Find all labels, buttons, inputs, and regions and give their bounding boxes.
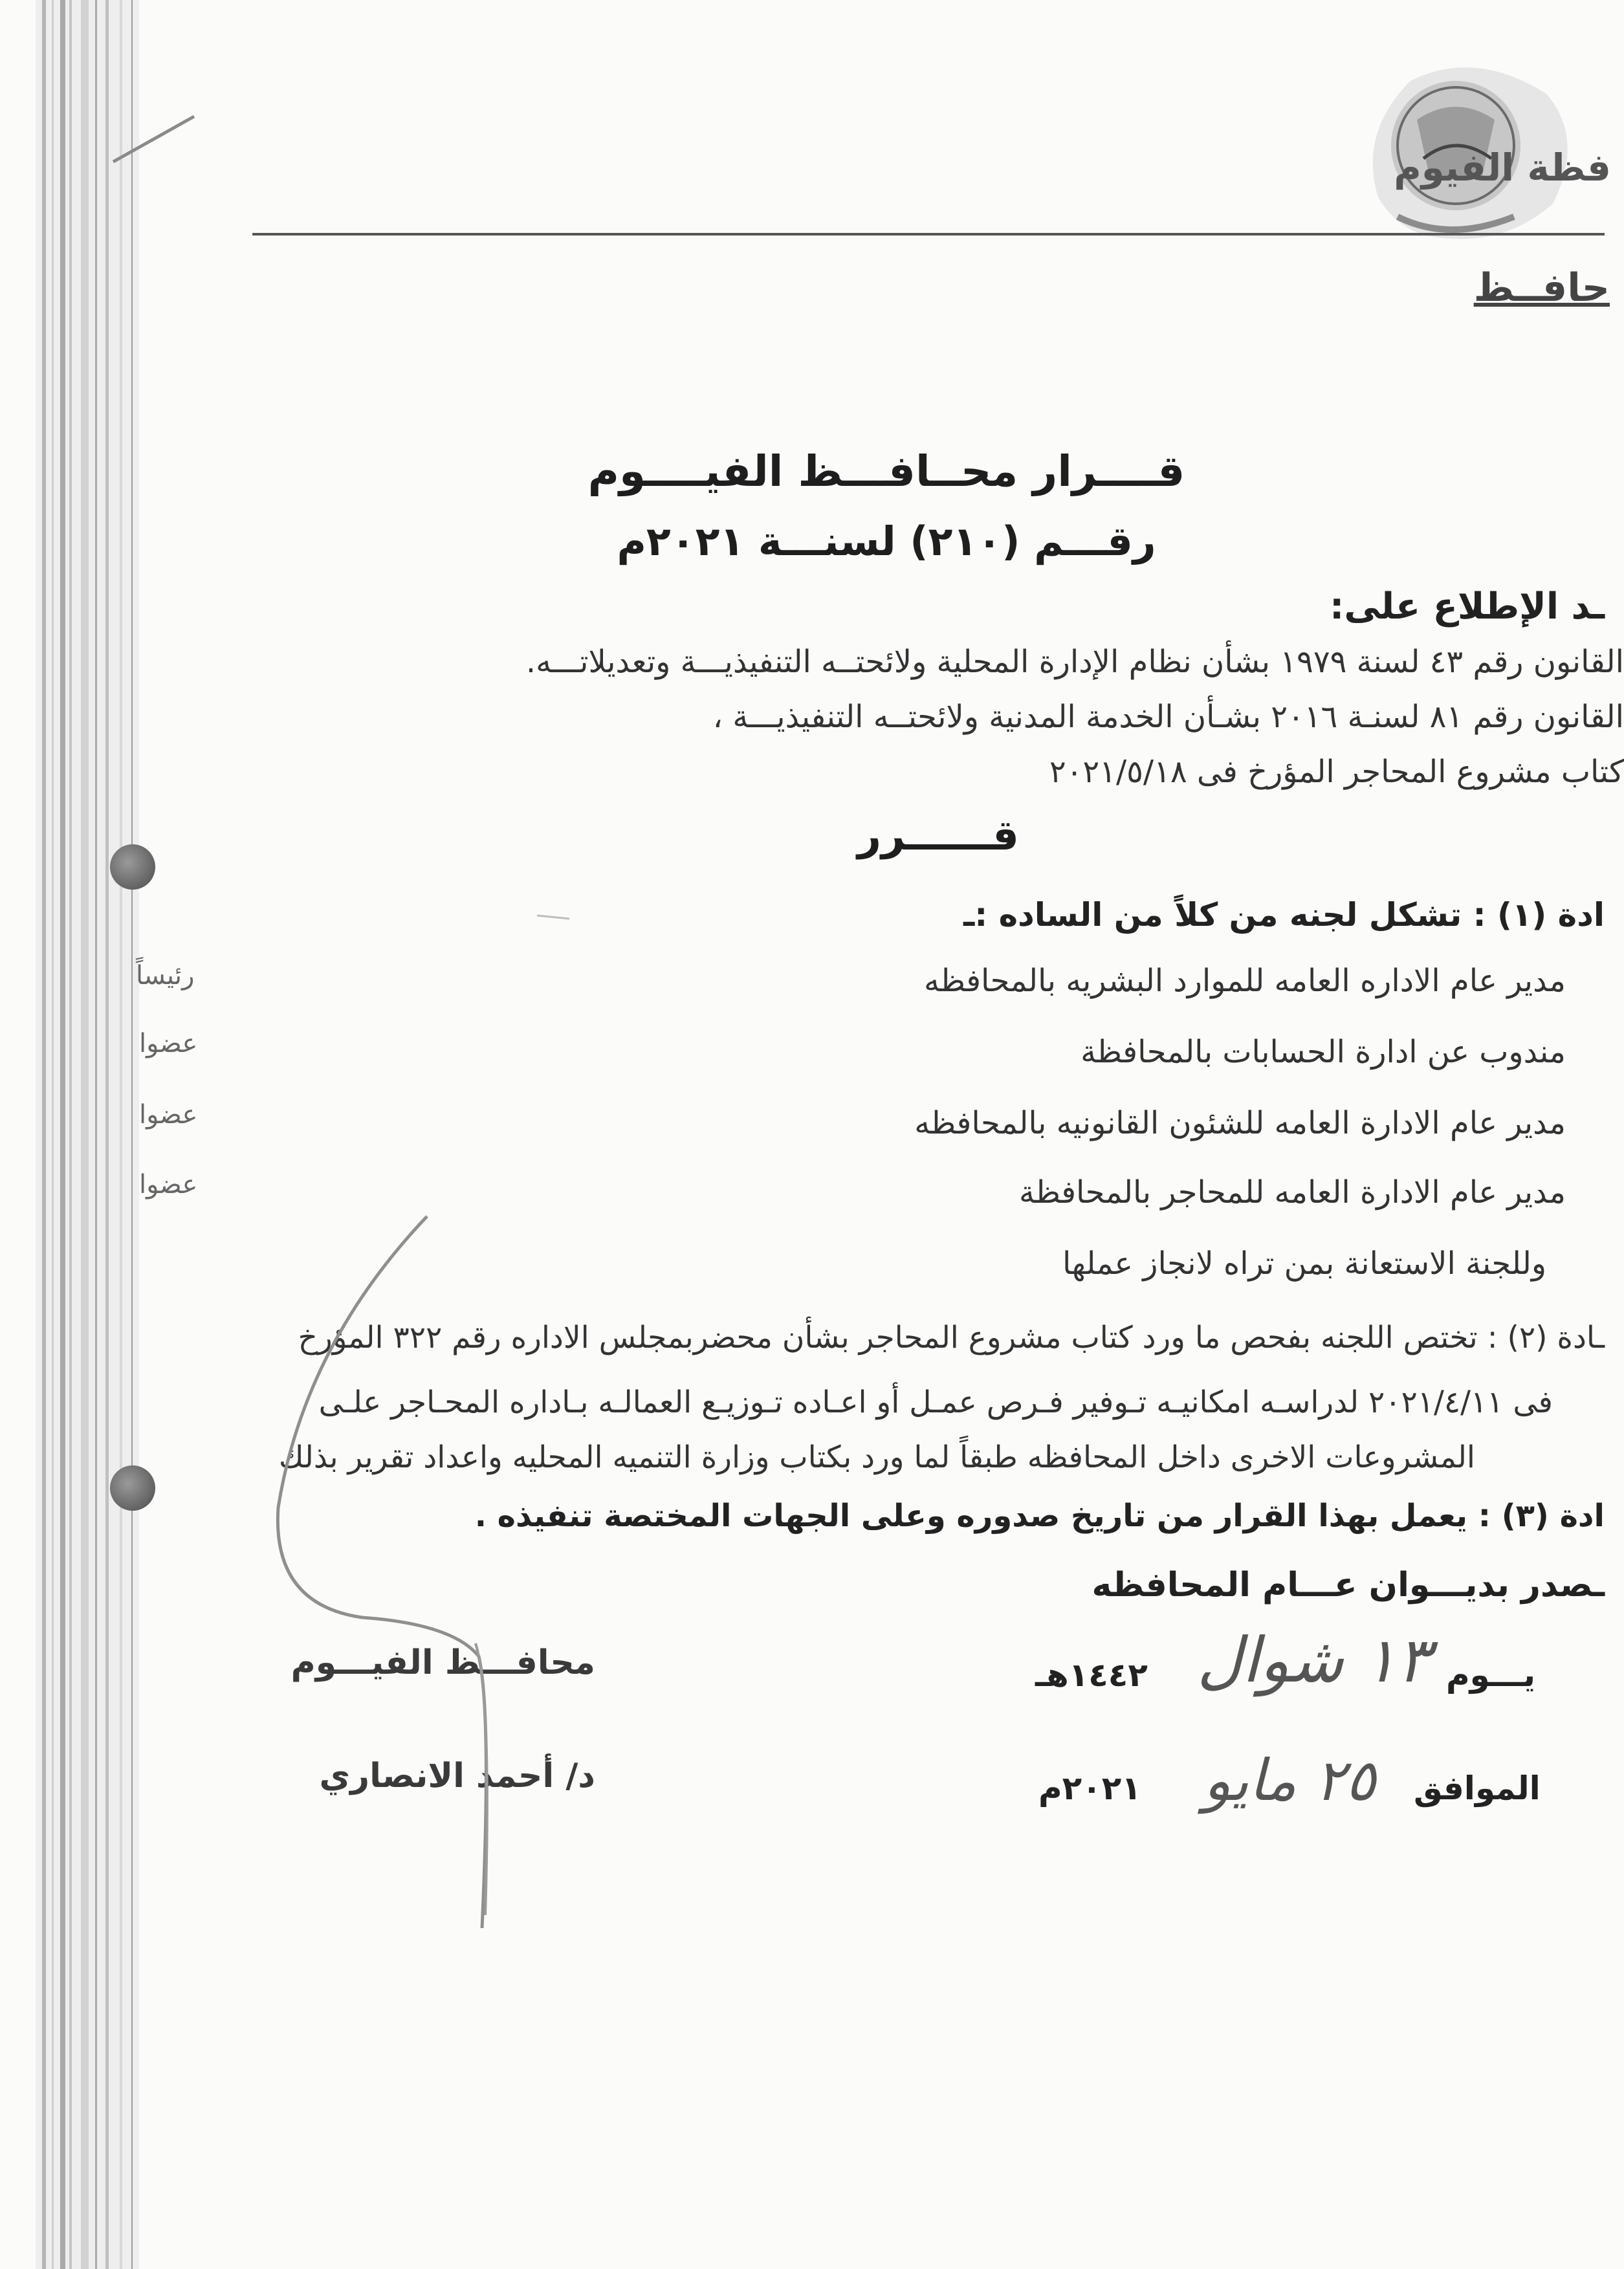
member-4-role: عضوا	[139, 1170, 198, 1200]
member-3-name: مدير عام الادارة العامه للشئون القانونيه بالمحافظه	[914, 1105, 1566, 1141]
organization-subtitle: حافــظ	[1473, 265, 1610, 311]
signatory-title: محافـــظ الفيـــوم	[291, 1643, 595, 1682]
punch-hole-bottom	[110, 1465, 155, 1511]
pencil-dash	[537, 915, 569, 919]
greg-year: ٢٠٢١م	[1038, 1770, 1141, 1807]
decree-number: رقـــم (٢١٠) لسنـــة ٢٠٢١م	[617, 518, 1156, 565]
member-4-name: مدير عام الادارة العامه للمحاجر بالمحافظة	[1018, 1174, 1566, 1211]
decree-title: قــــرار محــافـــظ الفيــــوم	[587, 446, 1185, 496]
issued-line: ـصدر بديـــوان عـــام المحافظه	[1092, 1566, 1605, 1605]
preamble-item-3: كتاب مشروع المحاجر المؤرخ فى ٢٠٢١/٥/١٨	[1049, 754, 1624, 790]
date-day-label: يـــوم	[1446, 1656, 1536, 1694]
member-2-name: مندوب عن ادارة الحسابات بالمحافظة	[1081, 1034, 1566, 1070]
punch-hole-top	[110, 844, 155, 890]
decided-heading: قــــــرر	[857, 812, 1019, 860]
member-1-name: مدير عام الاداره العامه للموارد البشريه بالمحافظه	[923, 963, 1566, 999]
greg-handwritten-date: ٢٥ مايو	[1203, 1747, 1376, 1814]
article-2-line-1: ـادة (٢) : تختص اللجنه بفحص ما ورد كتاب مشروع المحاجر بشأن محضربمجلس الاداره رقم ٣٢٢ المؤرخ	[298, 1320, 1605, 1355]
article-1-closing: وللجنة الاستعانة بمن تراه لانجاز عملها	[1062, 1245, 1546, 1282]
preamble-item-2: القانون رقم ٨١ لسنـة ٢٠١٦ بشـأن الخدمة المدنية ولائحتــه التنفيذيـــة ،	[712, 699, 1624, 735]
article-2-line-3: المشروعات الاخرى داخل المحافظه طبقاً لما ورد بكتاب وزارة التنميه المحليه واعداد تقرير بذلك	[278, 1440, 1475, 1475]
signatory-name: د/ أحمد الانصاري	[319, 1757, 595, 1795]
organization-name: فظة الفيوم	[1394, 146, 1611, 190]
member-3-role: عضوا	[139, 1100, 198, 1130]
member-2-role: عضوا	[139, 1029, 198, 1058]
article-3: ادة (٣) : يعمل بهذا القرار من تاريخ صدوره وعلى الجهات المختصة تنفيذه .	[474, 1498, 1605, 1534]
article-2-line-2: فى ٢٠٢١/٤/١١ لدراسـه امكانيـه تـوفير فـرص عمـل أو اعـاده تـوزيـع العمالـه بـاداره المحـاجر علـى	[318, 1385, 1553, 1420]
hijri-year: ١٤٤٢هـ	[1035, 1656, 1148, 1694]
hijri-handwritten-date: ١٣ شوال	[1197, 1624, 1431, 1696]
date-greg-label: الموافق	[1414, 1770, 1541, 1807]
scan-binding-edge	[36, 0, 139, 2269]
header-divider	[252, 233, 1605, 236]
member-1-role: رئيساً	[136, 961, 195, 991]
preamble-heading: ـد الإطلاع على:	[1329, 586, 1605, 628]
article-1-heading: ادة (١) : تشكل لجنه من كلاً من الساده :ـ	[963, 896, 1605, 934]
preamble-item-1: القانون رقم ٤٣ لسنة ١٩٧٩ بشأن نظام الإدارة المحلية ولائحتــه التنفيذيـــة وتعديلاتـــه.	[525, 644, 1624, 680]
